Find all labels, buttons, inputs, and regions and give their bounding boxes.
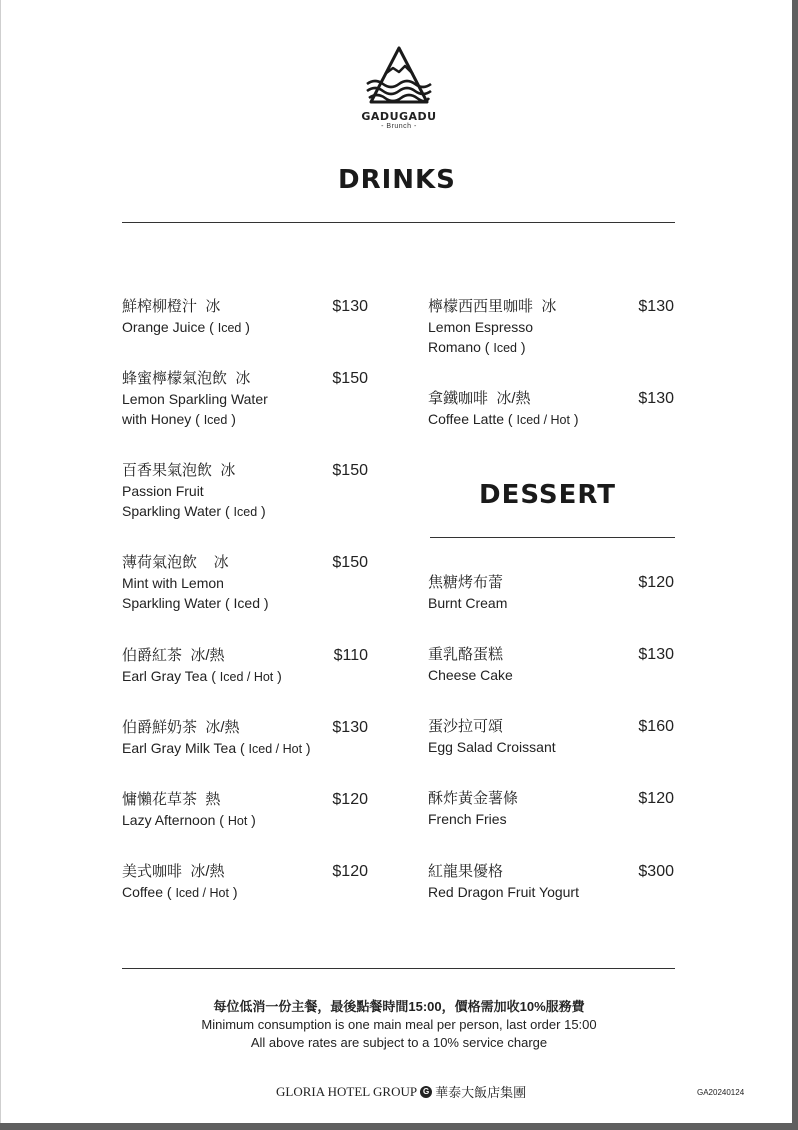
temperature-tag: Iced / Hot: [248, 742, 303, 756]
menu-item-en-line: [428, 809, 628, 829]
menu-item: [428, 862, 674, 902]
menu-item-name-zh: 拿鐵咖啡 冰/熱: [428, 390, 531, 407]
menu-item-name-en: [428, 882, 628, 902]
menu-item-name-zh: 檸檬西西里咖啡 冰: [428, 298, 557, 315]
menu-item-en-line: [122, 738, 322, 759]
menu-item-en-text: Romano (: [428, 339, 494, 355]
menu-item-en-text: Egg Salad Croissant: [428, 739, 556, 755]
menu-item-en-text: ): [257, 503, 266, 519]
menu-item-en-line: [428, 593, 628, 613]
brand-logo: [356, 44, 442, 130]
menu-item: [122, 862, 368, 903]
menu-item-en-text: Sparkling Water ( Iced ): [122, 595, 269, 611]
menu-item: [428, 297, 674, 358]
hotel-group-name-zh: 華泰大飯店集團: [435, 1085, 527, 1100]
temperature-tag: Iced: [233, 505, 258, 519]
temperature-tag: Iced: [217, 321, 242, 335]
menu-item-name-zh: 鮮榨柳橙汁 冰: [122, 298, 221, 315]
menu-item-price: $160: [638, 718, 674, 735]
drinks-heading: DRINKS: [338, 165, 456, 195]
menu-item: [428, 389, 674, 430]
menu-item-price: $120: [332, 791, 368, 808]
menu-item-name-zh: 薄荷氣泡飲 冰: [122, 554, 229, 571]
menu-item-en-line: [428, 882, 628, 902]
page-edge-bottom: [0, 1123, 798, 1130]
dessert-heading: DESSERT: [479, 480, 616, 510]
menu-item-price: $130: [638, 298, 674, 315]
menu-item-name-en: [122, 810, 322, 831]
menu-item: [428, 573, 674, 613]
mountain-wave-icon: [363, 44, 435, 106]
menu-item-name-zh: 百香果氣泡飲 冰: [122, 462, 236, 479]
menu-item-en-text: with Honey (: [122, 411, 204, 427]
hotel-group-brand: [276, 1082, 526, 1101]
menu-item-en-text: ): [517, 339, 526, 355]
menu-item-name-zh: 紅龍果優格: [428, 863, 504, 880]
menu-item-price: $150: [332, 462, 368, 479]
menu-item: [122, 718, 368, 759]
menu-item: [122, 461, 368, 522]
temperature-tag: Iced / Hot: [516, 413, 570, 427]
menu-item-en-text: Lemon Espresso: [428, 319, 534, 335]
brand-name: GADUGADU: [361, 110, 437, 123]
menu-item-en-line: [122, 409, 322, 430]
menu-item-name-en: [428, 665, 628, 685]
page-edge-left: [0, 0, 1, 1130]
brand-subtitle: - Brunch -: [381, 123, 417, 130]
menu-item-price: $120: [332, 863, 368, 880]
menu-item-name-zh: 重乳酪蛋糕: [428, 646, 504, 663]
menu-item-name-en: [122, 389, 322, 430]
menu-item-en-line: [428, 737, 628, 757]
menu-item: [122, 369, 368, 430]
menu-item-name-zh: 伯爵紅茶 冰/熱: [122, 647, 225, 664]
menu-item-price: $120: [638, 574, 674, 591]
menu-item-price: $150: [332, 370, 368, 387]
menu-item: [428, 789, 674, 829]
menu-item-en-text: Lemon Sparkling Water: [122, 391, 268, 407]
menu-item-en-text: French Fries: [428, 811, 507, 827]
menu-item-price: $120: [638, 790, 674, 807]
footer-line-zh: 每位低消一份主餐，最後點餐時間15:00，價格需加收10%服務費: [213, 999, 585, 1014]
menu-item-en-line: [428, 409, 628, 430]
menu-item: [122, 297, 368, 338]
menu-item-en-text: Coffee (: [122, 884, 176, 900]
menu-item-name-zh: 蜂蜜檸檬氣泡飲 冰: [122, 370, 251, 387]
dessert-divider: [430, 537, 675, 538]
menu-item-name-en: [122, 738, 322, 759]
page-edge-right: [792, 0, 798, 1130]
menu-item: [428, 645, 674, 685]
menu-item-en-text: ): [247, 812, 256, 828]
menu-item-name-zh: 伯爵鮮奶茶 冰/熱: [122, 719, 240, 736]
menu-item-en-line: [428, 337, 628, 358]
menu-item-en-text: Orange Juice (: [122, 319, 218, 335]
menu-item-en-text: Red Dragon Fruit Yogurt: [428, 884, 579, 900]
menu-item-en-text: ): [302, 740, 311, 756]
menu-item-name-en: [428, 737, 628, 757]
menu-item-en-line: [122, 810, 322, 831]
menu-item-price: $130: [638, 646, 674, 663]
menu-item-price: $130: [332, 298, 368, 315]
menu-item-name-zh: 蛋沙拉可頌: [428, 718, 504, 735]
footer-line-minimum: Minimum consumption is one main meal per person, last order 15:00: [201, 1017, 597, 1032]
menu-item-en-line: [122, 573, 322, 593]
menu-item-en-text: Burnt Cream: [428, 595, 508, 611]
temperature-tag: Hot: [227, 814, 248, 828]
menu-item: [122, 553, 368, 613]
menu-item-name-en: [122, 666, 322, 687]
menu-item-name-en: [122, 882, 322, 903]
menu-item-en-line: [122, 882, 322, 903]
menu-item-en-text: Earl Gray Tea (: [122, 668, 220, 684]
footer-notice: [120, 998, 678, 1052]
menu-item: [122, 646, 368, 687]
menu-item-en-text: Earl Gray Milk Tea (: [122, 740, 249, 756]
menu-item: [428, 717, 674, 757]
menu-item-en-line: [122, 593, 322, 613]
menu-item-en-text: Cheese Cake: [428, 667, 513, 683]
menu-item-name-en: [122, 573, 322, 613]
menu-item-en-text: Sparkling Water (: [122, 503, 234, 519]
footer-divider: [122, 968, 675, 969]
menu-item-en-text: Coffee Latte (: [428, 411, 517, 427]
menu-item-name-zh: 美式咖啡 冰/熱: [122, 863, 225, 880]
menu-item-name-en: [428, 409, 628, 430]
menu-item-name-en: [122, 481, 322, 522]
drinks-divider: [122, 222, 675, 223]
document-code: GA20240124: [697, 1088, 745, 1097]
menu-item-en-text: ): [569, 411, 579, 427]
menu-item-en-text: ): [227, 411, 236, 427]
menu-item-en-line: [122, 317, 322, 338]
temperature-tag: Iced / Hot: [175, 886, 229, 900]
menu-item-en-line: [122, 501, 322, 522]
menu-item-en-text: Lazy Afternoon (: [122, 812, 228, 828]
menu-item: [122, 790, 368, 831]
menu-item-en-line: [428, 317, 628, 337]
menu-item-en-text: ): [241, 319, 250, 335]
menu-item-price: $110: [333, 647, 368, 664]
menu-item-en-line: [122, 481, 322, 501]
menu-item-price: $130: [638, 390, 674, 407]
menu-item-name-zh: 酥炸黃金薯條: [428, 790, 519, 807]
menu-item-en-line: [122, 389, 322, 409]
menu-item-en-text: Mint with Lemon: [122, 575, 224, 591]
menu-item-en-line: [122, 666, 322, 687]
temperature-tag: Iced / Hot: [219, 670, 274, 684]
menu-item-name-en: [428, 317, 628, 358]
temperature-tag: Iced: [203, 413, 228, 427]
menu-item-name-en: [428, 809, 628, 829]
menu-item-en-text: ): [228, 884, 238, 900]
menu-item-name-zh: 慵懶花草茶 熱: [122, 791, 221, 808]
menu-item-en-text: ): [273, 668, 282, 684]
menu-item-name-en: [122, 317, 322, 338]
menu-item-price: $150: [332, 554, 368, 571]
menu-item-en-text: Passion Fruit: [122, 483, 204, 499]
menu-item-en-line: [428, 665, 628, 685]
gloria-logo-icon: G: [420, 1086, 432, 1098]
menu-item-name-en: [428, 593, 628, 613]
menu-item-name-zh: 焦糖烤布蕾: [428, 574, 504, 591]
temperature-tag: Iced: [493, 341, 517, 355]
hotel-group-name-en: GLORIA HOTEL GROUP: [276, 1083, 418, 1099]
menu-item-price: $130: [332, 719, 368, 736]
menu-item-price: $300: [638, 863, 674, 880]
footer-line-service-charge: All above rates are subject to a 10% service charge: [250, 1035, 548, 1050]
